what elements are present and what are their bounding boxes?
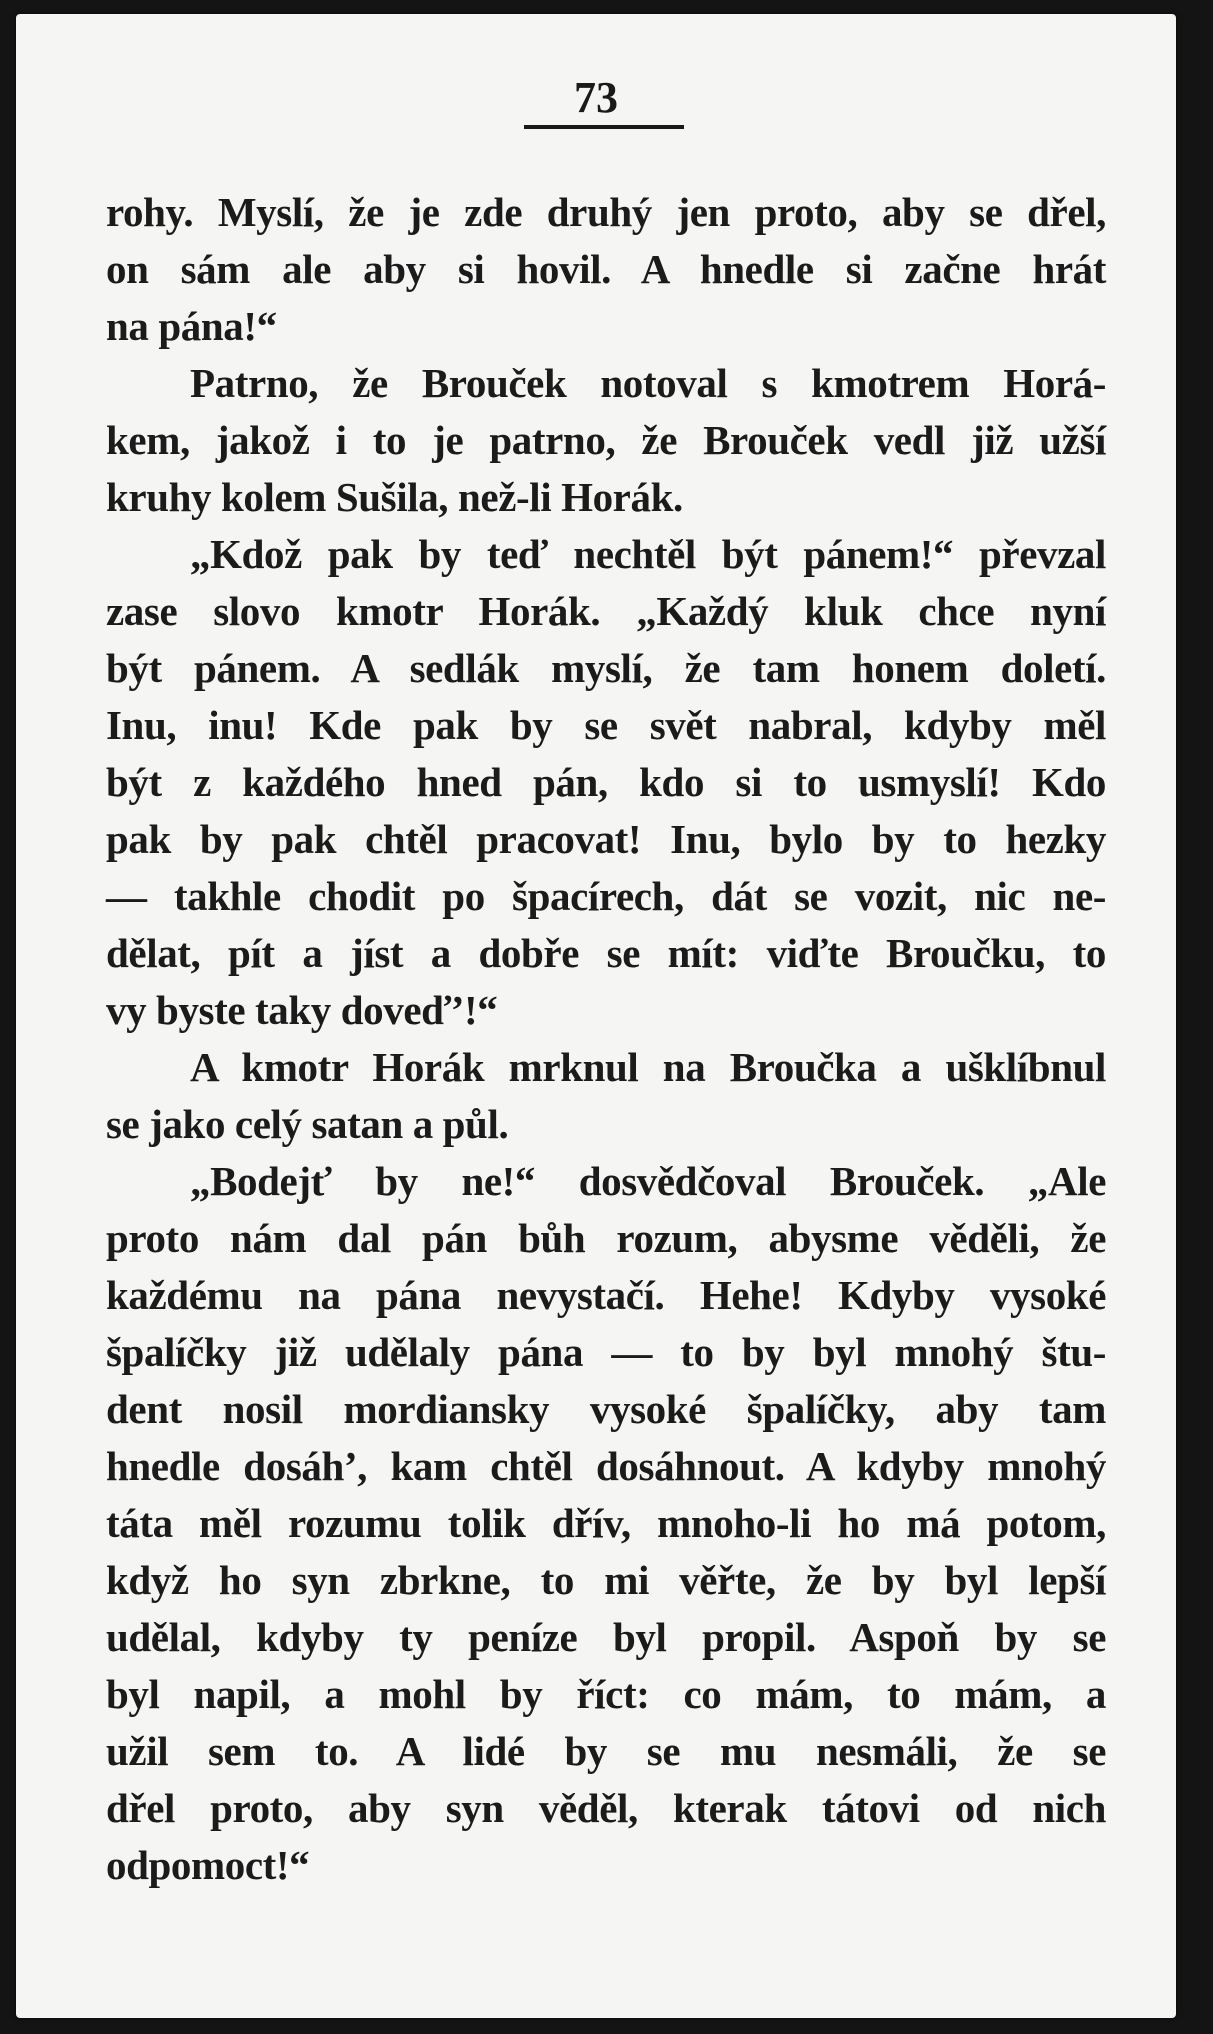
text-line: být z každého hned pán, kdo si to usmyslí! Kdo	[106, 759, 1106, 805]
text-line: odpomoct!“	[106, 1842, 310, 1888]
text-line: rohy. Myslí, že je zde druhý jen proto, aby se dřel,	[106, 189, 1106, 235]
text-line: táta měl rozumu tolik dřív, mnoho-li ho má potom,	[106, 1500, 1106, 1546]
text-line: když ho syn zbrkne, to mi věřte, že by byl lepší	[106, 1557, 1106, 1603]
page-number: 73	[574, 73, 618, 122]
text-line: — takhle chodit po špacírech, dát se vozit, nic ne-	[106, 873, 1106, 919]
text-line: kruhy kolem Sušila, než-li Horák.	[106, 474, 683, 520]
text-line: pak by pak chtěl pracovat! Inu, bylo by to hezky	[106, 816, 1106, 862]
body-text	[106, 184, 1106, 1894]
text-line: vy byste taky doveď’!“	[106, 987, 498, 1033]
book-page	[16, 14, 1176, 2018]
text-line: kem, jakož i to je patrno, že Brouček vedl již užší	[106, 417, 1106, 463]
text-line: užil sem to. A lidé by se mu nesmáli, že se	[106, 1728, 1106, 1774]
text-line: na pána!“	[106, 303, 277, 349]
text-line: dent nosil mordiansky vysoké špalíčky, aby tam	[106, 1386, 1106, 1432]
text-line: špalíčky již udělaly pána — to by byl mnohý štu-	[106, 1329, 1106, 1375]
text-line: udělal, kdyby ty peníze byl propil. Aspoň by se	[106, 1614, 1106, 1660]
text-line: „Bodejť by ne!“ dosvědčoval Brouček. „Ale	[190, 1158, 1106, 1204]
text-line: dřel proto, aby syn věděl, kterak tátovi od nich	[106, 1785, 1106, 1831]
text-line: Inu, inu! Kde pak by se svět nabral, kdyby měl	[106, 702, 1106, 748]
text-line: dělat, pít a jíst a dobře se mít: viďte Broučku, to	[106, 930, 1106, 976]
text-line: se jako celý satan a půl.	[106, 1101, 509, 1147]
text-line: být pánem. A sedlák myslí, že tam honem doletí.	[106, 645, 1106, 691]
text-line: zase slovo kmotr Horák. „Každý kluk chce nyní	[106, 588, 1106, 634]
header-rule	[524, 125, 684, 129]
text-line: hnedle dosáh’, kam chtěl dosáhnout. A kdyby mnohý	[106, 1443, 1106, 1489]
text-line: proto nám dal pán bůh rozum, abysme věděli, že	[106, 1215, 1106, 1261]
text-line: každému na pána nevystačí. Hehe! Kdyby vysoké	[106, 1272, 1106, 1318]
text-line: A kmotr Horák mrknul na Broučka a ušklíbnul	[190, 1044, 1106, 1090]
text-line: on sám ale aby si hovil. A hnedle si začne hrát	[106, 246, 1106, 292]
text-line: „Kdož pak by teď nechtěl být pánem!“ převzal	[190, 531, 1106, 577]
text-line: byl napil, a mohl by říct: co mám, to mám, a	[106, 1671, 1106, 1717]
text-line: Patrno, že Brouček notoval s kmotrem Horá-	[190, 360, 1106, 406]
